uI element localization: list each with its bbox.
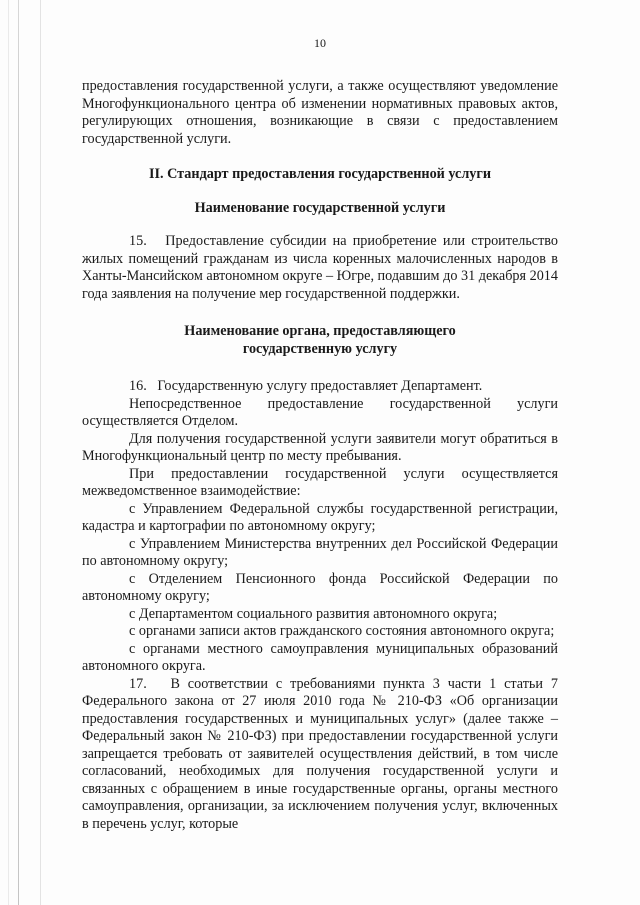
interaction-item: с Отделением Пенсионного фонда Российской Федерации по автономному округу; <box>82 570 558 604</box>
subheading-authority-line2: государственную услугу <box>242 340 398 357</box>
scan-artifact <box>8 0 9 905</box>
interaction-item: с органами местного самоуправления муниципальных образований автономного округа. <box>82 640 558 674</box>
paragraph-16: 16. Государственную услугу предоставляет Департамент. <box>129 378 483 394</box>
interaction-item: с Управлением Федеральной службы государственной регистрации, кадастра и картографии по автономному округу; <box>82 500 558 534</box>
subheading-service-name: Наименование государственной услуги <box>194 199 446 216</box>
paragraph-16-interaction: При предоставлении государственной услуги осуществляется межведомственное взаимодействие: <box>82 465 558 499</box>
intro-paragraph: предоставления государственной услуги, а также осуществляют уведомление Многофункционального центра об изменении нормативных правовых актов, регулирующих отношения, возникающие в связи с предоставлением государственной услуги. <box>82 78 558 147</box>
interaction-item: с органами записи актов гражданского состояния автономного округа; <box>129 623 555 639</box>
interaction-item: с Департаментом социального развития автономного округа; <box>129 605 498 622</box>
document-body <box>82 78 558 833</box>
scan-artifact <box>40 0 41 905</box>
paragraph-16-direct: Непосредственное предоставление государственной услуги осуществляется Отделом. <box>82 395 558 429</box>
subheading-authority-line1: Наименование органа, предоставляющего <box>184 323 456 339</box>
paragraph-16-mfc: Для получения государственной услуги заявители могут обратиться в Многофункциональный центр по месту пребывания. <box>82 430 558 464</box>
interaction-item: с Управлением Министерства внутренних дел Российской Федерации по автономному округу; <box>82 535 558 569</box>
paragraph-15: 15. Предоставление субсидии на приобретение или строительство жилых помещений гражданам из числа коренных малочисленных народов в Ханты-Мансийском автономном округе – Югре, подавшим до 31 декабря 2014 года заявления на получение мер государственной поддержки. <box>82 233 558 302</box>
paragraph-17: 17. В соответствии с требованиями пункта 3 части 1 статьи 7 Федерального закона от 27 июля 2010 года № 210-ФЗ «Об организации предоставления государственных и муниципальных услуг» (далее также – Федеральный закон № 210-ФЗ) при предоставлении государственной услуги запрещается требовать от заявителей осуществления действий, в том числе согласований, необходимых для получения государственной услуги и связанных с обращением в иные государственные органы, органы местного самоуправления, организации, за исключением получения услуг, включенных в перечень услуг, которые <box>82 675 558 832</box>
scan-artifact <box>18 0 19 905</box>
section-title: II. Стандарт предоставления государственной услуги <box>148 166 492 182</box>
page-number: 10 <box>314 36 326 50</box>
